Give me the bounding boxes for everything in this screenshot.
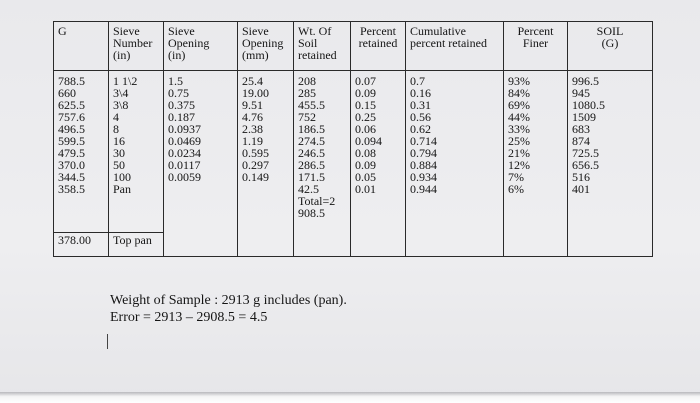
table-cell: 50 — [113, 158, 125, 172]
sample-notes — [110, 292, 347, 326]
table-cell: 0.187 — [168, 110, 195, 124]
table-cell: 1509 — [572, 110, 596, 124]
page-bottom-edge — [0, 392, 700, 403]
table-cell: 0.0117 — [168, 158, 201, 172]
header-sieve-opening-in — [164, 22, 238, 71]
table-cell: 455.5 — [298, 98, 325, 112]
header-line: Percent — [360, 24, 396, 38]
table-cell: 0.934 — [410, 170, 437, 184]
header-line: Cumulative — [410, 24, 466, 38]
header-line: percent retained — [410, 36, 487, 50]
table-cell: 246.5 — [298, 146, 325, 160]
column-g — [54, 71, 109, 233]
table-cell: 656.5 — [572, 158, 599, 172]
column-wt-retained — [294, 71, 351, 257]
header-line: Opening — [242, 36, 284, 50]
header-line: G — [58, 24, 67, 38]
table-cell: 9.51 — [242, 98, 263, 112]
table-cell: 4 — [113, 110, 119, 124]
table-cell: 358.5 — [58, 182, 85, 196]
table-cell: 0.05 — [355, 170, 376, 184]
table-cell: 1 1\2 — [113, 74, 138, 88]
header-line: Wt. Of — [298, 24, 332, 38]
header-soil-g — [568, 22, 653, 71]
header-cumulative — [406, 22, 504, 71]
table-cell: 0.15 — [355, 98, 376, 112]
table-cell: 25% — [508, 134, 530, 148]
table-cell: 0.595 — [242, 146, 269, 160]
table-cell: 84% — [508, 86, 530, 100]
table-cell: 6% — [508, 182, 524, 196]
table-header-row — [54, 22, 653, 71]
table-cell: 285 — [298, 86, 316, 100]
header-line: Sieve — [242, 24, 269, 38]
table-cell: 0.094 — [355, 134, 382, 148]
column-percent-retained — [351, 71, 406, 257]
table-cell: 208 — [298, 74, 316, 88]
table-cell: 0.7 — [410, 74, 425, 88]
table-cell: 625.5 — [58, 98, 85, 112]
table-cell: 0.09 — [355, 158, 376, 172]
table-cell: 0.31 — [410, 98, 431, 112]
header-percent-retained — [351, 22, 406, 71]
note-error: Error = 2913 – 2908.5 = 4.5 — [110, 310, 268, 325]
table-cell: 19.00 — [242, 86, 269, 100]
table-cell: 0.149 — [242, 170, 269, 184]
table-cell: 908.5 — [298, 206, 325, 220]
column-percent-finer — [504, 71, 568, 257]
table-cell: 599.5 — [58, 134, 85, 148]
table-cell: 479.5 — [58, 146, 85, 160]
header-sieve-number — [109, 22, 164, 71]
cell-top-pan-label: Top pan — [109, 233, 164, 257]
table-cell: 1.19 — [242, 134, 263, 148]
table-cell: 874 — [572, 134, 590, 148]
table-cell: 0.25 — [355, 110, 376, 124]
table-cell: 33% — [508, 122, 530, 136]
table-cell: 286.5 — [298, 158, 325, 172]
header-g — [54, 22, 109, 71]
table-cell: 757.6 — [58, 110, 85, 124]
table-cell: 401 — [572, 182, 590, 196]
header-percent-finer — [504, 22, 568, 71]
table-cell: 12% — [508, 158, 530, 172]
header-line: (mm) — [242, 48, 269, 62]
header-line: (G) — [601, 36, 619, 50]
table-cell: 2.38 — [242, 122, 263, 136]
table-cell: 0.0059 — [168, 170, 201, 184]
table-cell: 100 — [113, 170, 131, 184]
header-line: (in) — [113, 48, 131, 62]
table-cell: 4.76 — [242, 110, 263, 124]
column-sieve-number — [109, 71, 164, 233]
table-cell: 788.5 — [58, 74, 85, 88]
table-cell: 344.5 — [58, 170, 85, 184]
table-cell: 186.5 — [298, 122, 325, 136]
note-weight-of-sample: Weight of Sample : 2913 g includes (pan). — [110, 293, 347, 308]
table-cell: 660 — [58, 86, 76, 100]
table-cell: 93% — [508, 74, 530, 88]
header-line: Sieve — [168, 24, 195, 38]
table-cell: 725.5 — [572, 146, 599, 160]
header-line: retained — [358, 36, 398, 50]
table-cell: 25.4 — [242, 74, 263, 88]
header-line: retained — [298, 48, 337, 62]
table-cell: 516 — [572, 170, 590, 184]
table-body-row — [54, 71, 653, 233]
table-cell: 21% — [508, 146, 530, 160]
header-line: Soil — [298, 36, 318, 50]
cell-top-pan-g: 378.00 — [54, 233, 109, 257]
header-line: Sieve — [113, 24, 140, 38]
column-opening-mm — [238, 71, 294, 257]
table-cell: 8 — [113, 122, 119, 136]
table-cell: 0.297 — [242, 158, 269, 172]
table-cell: Pan — [113, 182, 131, 196]
header-line: Opening — [168, 36, 210, 50]
table-cell: 945 — [572, 86, 590, 100]
table-cell: 7% — [508, 170, 524, 184]
table-cell: 683 — [572, 122, 590, 136]
table-cell: 0.56 — [410, 110, 431, 124]
table-cell: 42.5 — [298, 182, 319, 196]
column-cumulative — [406, 71, 504, 257]
table-cell: 0.0234 — [168, 146, 201, 160]
table-cell: 0.944 — [410, 182, 437, 196]
header-line: Number — [113, 36, 153, 50]
table-cell: 0.16 — [410, 86, 431, 100]
text-cursor — [107, 334, 108, 349]
table-cell: Total=2 — [298, 194, 336, 208]
table-cell: 752 — [298, 110, 316, 124]
table-cell: 3\4 — [113, 86, 129, 100]
header-sieve-opening-mm — [238, 22, 294, 71]
sieve-analysis-table — [53, 21, 653, 257]
table-cell: 171.5 — [298, 170, 325, 184]
table-cell: 0.884 — [410, 158, 437, 172]
header-line: Percent — [517, 24, 554, 38]
table-cell: 0.0469 — [168, 134, 201, 148]
column-soil-g — [568, 71, 653, 257]
table-cell: 0.06 — [355, 122, 376, 136]
table-cell: 16 — [113, 134, 125, 148]
table-cell: 496.5 — [58, 122, 85, 136]
header-wt-retained — [294, 22, 351, 71]
table-cell: 0.01 — [355, 182, 376, 196]
table-cell: 0.08 — [355, 146, 376, 160]
table-cell: 370.0 — [58, 158, 85, 172]
table-cell: 30 — [113, 146, 125, 160]
table-cell: 0.07 — [355, 74, 376, 88]
table-cell: 0.75 — [168, 86, 189, 100]
header-line: Finer — [522, 36, 549, 50]
header-line: (in) — [168, 48, 186, 62]
table-cell: 0.0937 — [168, 122, 201, 136]
table-cell: 44% — [508, 110, 530, 124]
table-cell: 69% — [508, 98, 530, 112]
table-cell: 1080.5 — [572, 98, 605, 112]
table-cell: 0.794 — [410, 146, 437, 160]
table-cell: 274.5 — [298, 134, 325, 148]
table-cell: 996.5 — [572, 74, 599, 88]
table-cell: 0.714 — [410, 134, 437, 148]
table-cell: 0.375 — [168, 98, 195, 112]
table-cell: 0.09 — [355, 86, 376, 100]
table-cell: 3\8 — [113, 98, 129, 112]
header-line: SOIL — [596, 24, 624, 38]
column-opening-in — [164, 71, 238, 257]
table-cell: 1.5 — [168, 74, 183, 88]
table-cell: 0.62 — [410, 122, 431, 136]
